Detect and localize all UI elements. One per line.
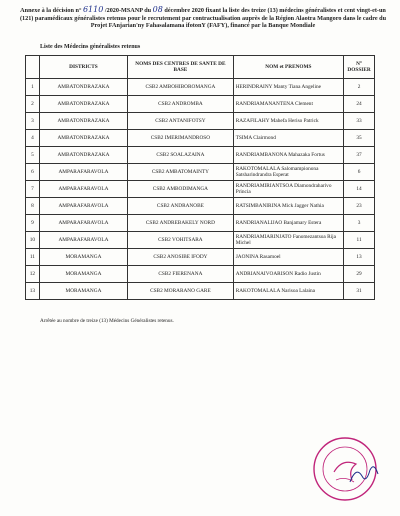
- cell-district: AMBATONDRAZAKA: [39, 79, 127, 96]
- cell-num: 12: [26, 266, 40, 283]
- cell-num: 6: [26, 164, 40, 181]
- table-row: [26, 198, 375, 215]
- cell-num: 2: [26, 96, 40, 113]
- cell-csb: CSB2 ANTANIFOTSY: [128, 113, 234, 130]
- table-row: [26, 249, 375, 266]
- header-part2: /2020-MSANP du: [104, 7, 152, 14]
- cell-district: AMBATONDRAZAKA: [39, 96, 127, 113]
- table-row: [26, 181, 375, 198]
- table-row: [26, 79, 375, 96]
- cell-name: JAONINA Rasamoel: [233, 249, 343, 266]
- cell-dossier: 33: [344, 113, 375, 130]
- cell-district: MORAMANGA: [39, 266, 127, 283]
- header-part1: Annexe à la décision n°: [20, 7, 82, 14]
- decision-day: 08: [152, 5, 163, 14]
- cell-dossier: 24: [344, 96, 375, 113]
- table-body: [26, 79, 375, 300]
- table-header-row: [26, 56, 375, 79]
- cell-num: 4: [26, 130, 40, 147]
- header-dossier: N° DOSSIER: [344, 56, 375, 79]
- cell-csb: CSB2 MORARANO GARE: [128, 283, 234, 300]
- footer-note: Arrêtée au nombre de treize (13) Médecins Généralistes retenus.: [40, 318, 174, 324]
- cell-name: RANDRIANALIJAO Banjamary Estera: [233, 215, 343, 232]
- table-row: [26, 130, 375, 147]
- cell-name: RANDRIAMANANTENA Clement: [233, 96, 343, 113]
- cell-csb: CSB2 IMERIMANDROSO: [128, 130, 234, 147]
- header-csb: NOMS DES CENTRES DE SANTE DE BASE: [128, 56, 234, 79]
- cell-num: 13: [26, 283, 40, 300]
- header-num: [26, 56, 40, 79]
- doctors-table: [25, 55, 375, 300]
- cell-name: HERINDRAINY Manty Tiana Angeline: [233, 79, 343, 96]
- cell-csb: CSB2 ANDROMBA: [128, 96, 234, 113]
- cell-district: AMBATONDRAZAKA: [39, 113, 127, 130]
- table-row: [26, 232, 375, 249]
- header-districts: DISTRICTS: [39, 56, 127, 79]
- table-row: [26, 215, 375, 232]
- cell-csb: CSB2 VOHITSARA: [128, 232, 234, 249]
- cell-district: MORAMANGA: [39, 249, 127, 266]
- cell-dossier: 3: [344, 215, 375, 232]
- cell-district: AMBATONDRAZAKA: [39, 130, 127, 147]
- cell-num: 7: [26, 181, 40, 198]
- cell-district: MORAMANGA: [39, 283, 127, 300]
- cell-num: 3: [26, 113, 40, 130]
- cell-name: ANDRIANAIVOARISON Radio Justin: [233, 266, 343, 283]
- cell-name: RAZAFILAHY Mahefa Heriso Patrick: [233, 113, 343, 130]
- header-part3: décembre 2020 fixant la liste des treize (13) médecins généralistes et cent vingt-et-un (121) paramédicaux généralistes retenus pour le recrutement par contractualisation auprès de la Région Alaotra Mangoro dans le cadre du Projet FAnjarian'ny Fahasalamana ifotonY (FAFY), financé par la Banque Mondiale: [19, 7, 387, 30]
- cell-name: TSIMA Clairmond: [233, 130, 343, 147]
- cell-name: RAKOTOMALALA Narisoa Lalaina: [233, 283, 343, 300]
- cell-csb: CSB2 SOALAZAINA: [128, 147, 234, 164]
- cell-dossier: 23: [344, 198, 375, 215]
- cell-dossier: 31: [344, 283, 375, 300]
- cell-csb: CSB2 AMBOHIBOROMANGA: [128, 79, 234, 96]
- cell-dossier: 37: [344, 147, 375, 164]
- cell-name: RANDRIAMIRIANTSOA Diamondraharivo Princia: [233, 181, 343, 198]
- signature: [348, 462, 382, 488]
- header-name: NOM et PRENOMS: [233, 56, 343, 79]
- cell-csb: CSB2 FIERENANA: [128, 266, 234, 283]
- cell-csb: CSB2 ANDRANOBE: [128, 198, 234, 215]
- cell-num: 9: [26, 215, 40, 232]
- cell-name: RAKOTOMALALA Salomampionona Satsharindrandra Esperat: [233, 164, 343, 181]
- table-row: [26, 164, 375, 181]
- table-row: [26, 96, 375, 113]
- cell-dossier: 13: [344, 249, 375, 266]
- decision-number: 6110: [82, 5, 104, 14]
- cell-dossier: 2: [344, 79, 375, 96]
- cell-csb: CSB2 ANDREBAKELY NORD: [128, 215, 234, 232]
- cell-name: RANDRIAMBANONA Mahazaka Fortus: [233, 147, 343, 164]
- cell-csb: CSB2 AMBATOMAINTY: [128, 164, 234, 181]
- decision-header: [14, 6, 392, 30]
- cell-dossier: 29: [344, 266, 375, 283]
- table-row: [26, 113, 375, 130]
- cell-district: AMBATONDRAZAKA: [39, 147, 127, 164]
- cell-dossier: 35: [344, 130, 375, 147]
- cell-district: AMPARAFARAVOLA: [39, 232, 127, 249]
- cell-csb: CSB2 ANOSIBE IFODY: [128, 249, 234, 266]
- cell-name: RATSIMBANIRINA Mick Jagger Nathia: [233, 198, 343, 215]
- cell-district: AMPARAFARAVOLA: [39, 198, 127, 215]
- cell-csb: CSB2 AMBODIMANGA: [128, 181, 234, 198]
- cell-num: 8: [26, 198, 40, 215]
- cell-num: 11: [26, 249, 40, 266]
- cell-num: 5: [26, 147, 40, 164]
- table-row: [26, 283, 375, 300]
- cell-dossier: 6: [344, 164, 375, 181]
- list-subtitle: Liste des Médecins généralistes retenus: [40, 44, 141, 50]
- cell-num: 1: [26, 79, 40, 96]
- cell-num: 10: [26, 232, 40, 249]
- cell-district: AMPARAFARAVOLA: [39, 181, 127, 198]
- cell-dossier: 11: [344, 232, 375, 249]
- table-row: [26, 147, 375, 164]
- cell-district: AMPARAFARAVOLA: [39, 164, 127, 181]
- cell-district: AMPARAFARAVOLA: [39, 215, 127, 232]
- table-row: [26, 266, 375, 283]
- cell-name: RANDRIAMIARINJATO Fanomezantsoa Rija Michel: [233, 232, 343, 249]
- cell-dossier: 14: [344, 181, 375, 198]
